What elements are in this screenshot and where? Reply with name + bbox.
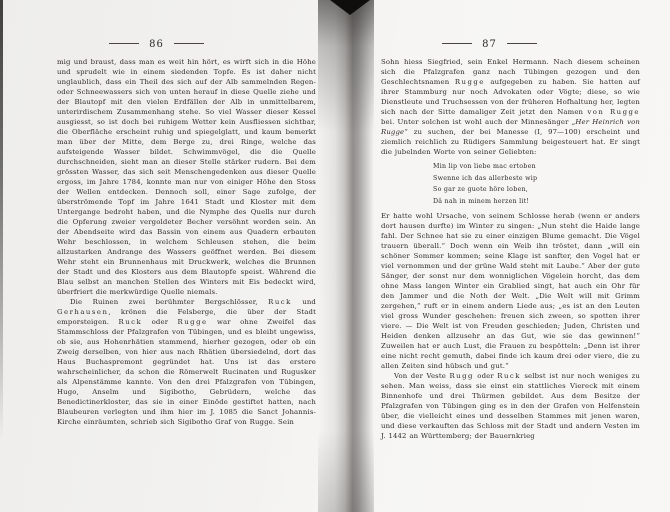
text-run: und	[291, 298, 316, 306]
paragraph-veste-rugg	[381, 371, 640, 441]
binding-notch	[330, 0, 370, 15]
verse-line: So gar ze guote höre loben,	[433, 186, 529, 193]
text-run: bei. Unter solchen ist wohl auch der Minnesänger	[381, 118, 572, 126]
text-run: oder	[142, 318, 178, 326]
letterspaced-text: Ruck	[268, 298, 292, 306]
header-rule-icon	[109, 43, 139, 44]
page-number-left: 86	[149, 39, 164, 50]
text-run: zu suchen, der bei Manesse (I, 97—100) erscheint und ziemlich reichlich zu Rüdigers Sammlung beigesteuert hat. Er singt die jubelnden Worte von seiner Geliebten:	[381, 128, 640, 156]
letterspaced-text: Ruck	[497, 372, 521, 380]
text-run: oder	[473, 372, 498, 380]
text-run: aufgegeben zu haben. Sie hatten auf ihrer Stammburg nur noch Advokaten oder Vögte; diese, so wie Dienstleute und Truchsessen von der früheren Hofhaltung her, legten sich nach der Sitte damaliger Zeit jetzt den Namen	[381, 78, 640, 116]
book-gutter-shadow	[318, 0, 374, 512]
text-run: mig und braust, dass man es weit hin hört, es wirft sich in die Höhe und sprudelt wie in einem siedenden Topfe. Es ist daher nicht unglaublich, dass ein Theil des sich auf der Alb sammelnden Regen- oder Schneewassers sich von unten herauf in diese Quelle ziehe und der Blautopf mit den vielen Erdfällen der Alb in unmittelbarem, unterirdischem Zusammenhang stehe. So viel Wasser dieser Kessel ausgiesst, so ist doch bei ruhigem Wetter kein Ausfliessen sichtbar, die Oberfläche erscheint ruhig und spiegelglatt, und kaum bemerkt man über der Mitte, dem Berge zu, drei Ringe, welche das aufsteigende Wasser bildet. Schwimmvögel, die die Quelle durchschneiden, sieht man an dieser Stelle stärker rudern. Bei dem grössten Wasser, das sich seit Menschengedenken aus dieser Quelle ergoss, im Jahre 1784, konnte man nur von einiger Höhe den Stoss der Wellen entdecken. Dennoch soll, einer Sage zufolge, der überströmende Topf im Jahre 1641 Stadt und Kloster mit dem Untergange bedroht haben, und die Nymphe des Quells nur durch die Opferung zweier vergoldeter Becher versöhnt worden sein. An der Abendseite wird das Bassin von einem aus Quadern erbauten Wehr beschlossen, in welchem Schleusen stehen, die beim allzustarken Andrange des Wassers geöffnet werden. Bei diesem Wehr steht ein Brunnenhaus mit Druckwerk, welches die Brunnen der Stadt und des Klosters aus dem Blautopfe speist. Während die Blau selbst an manchen Stellen des Winters mit Eis bedeckt wird, überfriert die merkwürdige Quelle niemals.	[57, 58, 316, 296]
page-header-right	[360, 34, 619, 48]
italic-text: „Her Heinrich von Rugge“	[381, 118, 640, 136]
paragraph-genealogy	[381, 57, 640, 157]
letterspaced-text: von Rugge	[587, 108, 640, 116]
page-number-right: 87	[482, 39, 497, 50]
text-run: Sohn hiess Siegfried, sein Enkel Hermann. Nach diesem scheinen sich die Pfalzgrafen ganz nach Tübingen gezogen und den Geschlechtsnamen	[381, 58, 640, 86]
paragraph-ruins	[57, 297, 316, 427]
header-rule-icon	[507, 43, 537, 44]
paragraph-continuation	[57, 57, 316, 297]
text-run: selbst ist nur noch weniges zu sehen. Man weiss, dass sie einst ein stattliches Viereck mit einem Binnenhofe und drei Thürmen gebildet. Aus dem Besitze der Pfalzgrafen von Tübingen ging es in den der Grafen von Helfenstein über, die vielleicht eines und desselben Stammes mit jenen waren, und diese verkauften das Schloss mit der Stadt und andern Vesten im J. 1442 an Württemberg; der Bauernkrieg	[381, 372, 641, 440]
letterspaced-text: Rugge	[454, 78, 485, 86]
text-run: war ohne Zweifel das Stammschloss der Pfalzgrafen von Tübingen, und es bleibt ungewiss, ob sie, aus Hohenrhätien stammend, hierher gezogen, oder ob ein Zweig derselben, von hier aus nach Rhätien übersiedelnd, dort das Haus Buchaspremont gegründet hat. Uns ist das erstere wahrscheinlicher, da schon die Römerwelt Rucinaten und Rugusker als Alpenstämme kannte. Von den drei Pfalzgrafen von Tübingen, Hugo, Anselm und Sigibotho, Gebrüdern, welche das Benedictinerkloster, das sie in einer Einöde gestiftet hatten, nach Blaubeuren verlegten und ihm hier im J. 1085 die Sanct Johannis-Kirche einräumten, schrieb sich Sigibotho Graf von Rugge. Sein	[57, 318, 316, 426]
scan-edge-shadow	[0, 0, 3, 512]
page-86	[57, 34, 316, 427]
letterspaced-text: Ruck	[118, 318, 143, 326]
letterspaced-text: Rugge	[177, 318, 208, 326]
paragraph-minnesinger	[381, 211, 640, 371]
letterspaced-text: Gerhausen	[57, 308, 109, 316]
verse-block	[433, 161, 640, 207]
text-run: , krönen die Felsberge, die über der Stadt emporsteigen.	[57, 308, 316, 326]
header-rule-icon	[174, 43, 204, 44]
letterspaced-text: Rugg	[449, 372, 474, 380]
text-run: Die Ruinen zwei berühmter Bergschlösser,	[70, 298, 269, 306]
verse-line: Swenne ich das allerbeste wip	[433, 174, 538, 182]
text-run: Von der Veste	[394, 372, 450, 380]
page-87	[381, 34, 640, 441]
page-header-left	[27, 34, 286, 48]
verse-line: Dâ nah in minem herzen lit!	[433, 197, 530, 205]
verse-line: Min lip von liebe mac ertoben	[433, 163, 536, 170]
text-run: Er hatte wohl Ursache, von seinem Schlosse herab (wenn er anders dort hausen durfte) im Winter zu singen: „Nun steht die Haide lange fahl. Der Schnee hat sie zu einer einzigen Blume gemacht. Die Vögel trauern überall.“ Doch wenn ein Weib ihn tröstet, dann „will ein schöner Sommer kommen; seine Klage ist sanfter, den Vogel hat er viel vernommen und der grüne Wald steht mit Laube.“ Aber der gute Sänger, der sonst nur dem wonniglichen Vögelein horcht, das dem ohne Mass langen Winter ein Grablied singt, hat auch ein Ohr für den Jammer und die Noth der Welt. „Die Welt will mit Grimm zergehen,“ ruft er in einem andern Liede aus; „es ist an den Leuten viel gross Wunder geschehen: freuen sich zween, so spotten ihrer viere. — Die Welt ist von Freuden geschieden; Juden, Christen und Heiden denken allzusehr an das Gut, wie sie das gewinnen!“ Zuweilen hat er auch Lust, die Frauen zu bespötteln: „Denn ist ihrer eine nicht recht gemuth, dabei finde ich kaum drei oder viere, die zu allen Zeiten sind hübsch und gut.“	[381, 212, 640, 370]
header-rule-icon	[442, 43, 472, 44]
